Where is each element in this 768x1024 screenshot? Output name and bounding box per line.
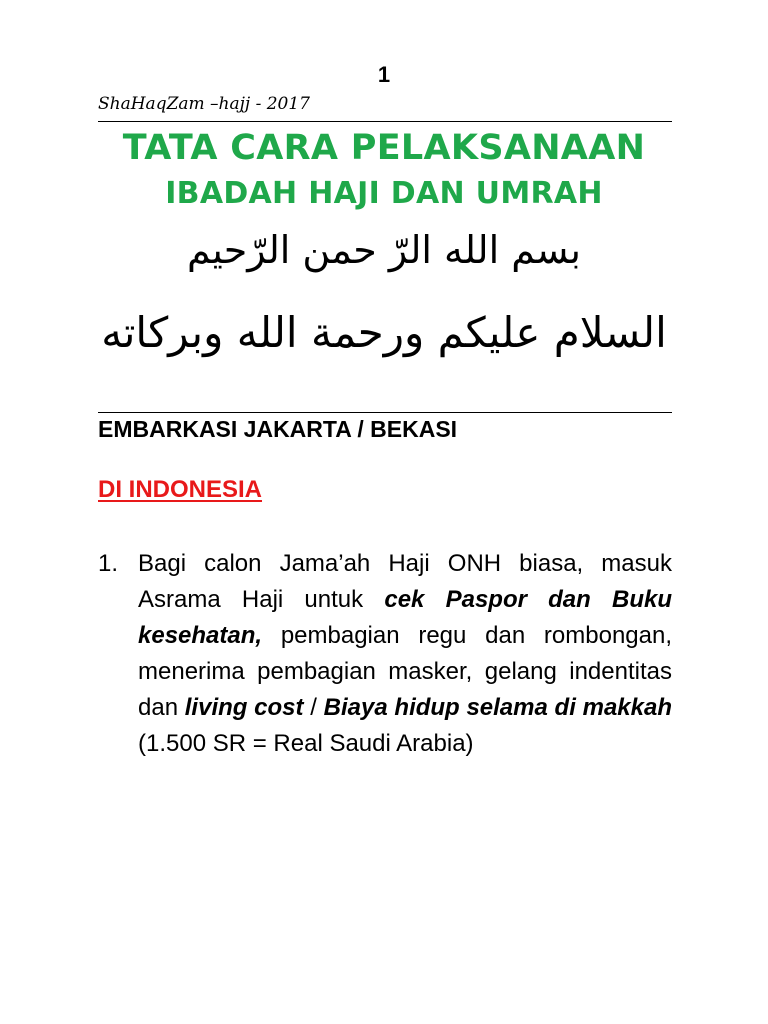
list-item-segment: / bbox=[303, 694, 324, 721]
section-divider bbox=[98, 412, 672, 413]
list-item-emphasis: cek Paspor dan Buku kesehatan, bbox=[138, 586, 673, 649]
numbered-list bbox=[98, 546, 672, 762]
running-header: ShaHaqZam –hajj - 2017 bbox=[98, 94, 310, 114]
bismillah-text: بسم الله الرّ حمن الرّحيم bbox=[186, 228, 581, 272]
document-title-line-2: IBADAH HAJI DAN UMRAH bbox=[165, 176, 603, 211]
document-title-line-1: TATA CARA PELAKSANAAN bbox=[122, 128, 646, 168]
list-item-emphasis: living cost bbox=[184, 694, 304, 721]
sub-heading: DI INDONESIA bbox=[98, 476, 263, 503]
header-divider bbox=[98, 121, 672, 122]
salam-greeting-text: السلام عليكم ورحمة الله وبركاته bbox=[101, 308, 667, 357]
page-number: 1 bbox=[377, 62, 391, 87]
list-item-emphasis: Biaya hidup selama di makkah bbox=[323, 694, 672, 721]
list-item bbox=[98, 546, 672, 762]
list-item-segment: Bagi calon Jama’ah Haji ONH biasa, masuk Asrama Haji untuk bbox=[138, 550, 672, 613]
list-item-number: 1. bbox=[98, 550, 119, 577]
list-item-text bbox=[138, 546, 672, 762]
list-item-segment: pembagian regu dan rombongan, menerima pembagian masker, gelang indentitas dan bbox=[138, 622, 672, 721]
section-heading: EMBARKASI JAKARTA / BEKASI bbox=[98, 416, 458, 442]
list-item-segment: (1.500 SR = Real Saudi Arabia) bbox=[138, 730, 474, 757]
